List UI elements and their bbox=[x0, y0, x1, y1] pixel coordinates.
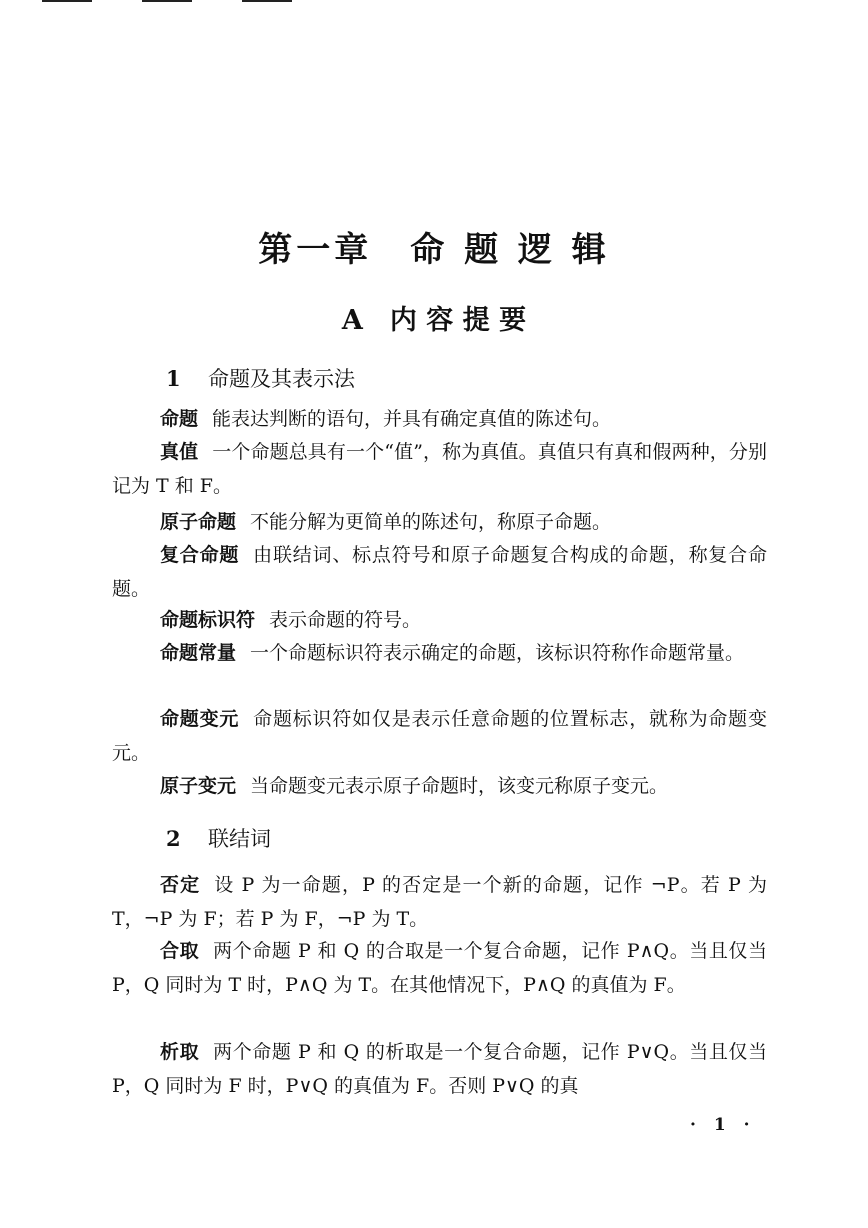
top-rule bbox=[142, 0, 192, 2]
definition-text: 当命题变元表示原子命题时，该变元称原子变元。 bbox=[250, 775, 669, 797]
definition-paragraph bbox=[112, 506, 767, 540]
section-title: A 内 容 提 要 bbox=[341, 305, 527, 336]
definition-term: 复合命题 bbox=[160, 544, 240, 566]
subsection-title: 联结词 bbox=[208, 827, 271, 851]
definition-paragraph bbox=[112, 703, 767, 770]
definition-paragraph bbox=[112, 935, 767, 1002]
definition-paragraph bbox=[112, 637, 767, 671]
definition-paragraph bbox=[112, 539, 767, 606]
definition-text: 由联结词、标点符号和原子命题复合构成的命题，称复合命题。 bbox=[112, 544, 767, 600]
definition-paragraph bbox=[112, 1036, 767, 1103]
definition-term: 命题常量 bbox=[160, 642, 237, 664]
definition-term: 合取 bbox=[160, 940, 200, 962]
definition-text: 一个命题标识符表示确定的命题，该标识符称作命题常量。 bbox=[250, 642, 745, 664]
subsection-number: 2 bbox=[166, 826, 181, 851]
page-number: · 1 · bbox=[690, 1115, 756, 1135]
subsection-title: 命题及其表示法 bbox=[208, 367, 355, 391]
definition-term: 命题标识符 bbox=[160, 609, 256, 631]
definition-text: 能表达判断的语句，并具有确定真值的陈述句。 bbox=[212, 408, 612, 430]
definition-text: 设 P 为一命题，P 的否定是一个新的命题，记作 ¬P。若 P 为 T，¬P 为 F；若 P 为 F，¬P 为 T。 bbox=[112, 874, 767, 930]
subsection-heading bbox=[166, 363, 355, 393]
definition-term: 原子命题 bbox=[160, 511, 237, 533]
top-rule bbox=[42, 0, 92, 2]
definition-term: 真值 bbox=[160, 441, 199, 463]
definition-term: 否定 bbox=[160, 874, 201, 896]
definition-term: 原子变元 bbox=[160, 775, 237, 797]
definition-paragraph bbox=[112, 403, 767, 437]
subsection-heading bbox=[166, 823, 271, 853]
definition-text: 两个命题 P 和 Q 的析取是一个复合命题，记作 P∨Q。当且仅当 P，Q 同时为 F 时，P∨Q 的真值为 F。否则 P∨Q 的真 bbox=[112, 1041, 767, 1097]
definition-term: 命题 bbox=[160, 408, 199, 430]
chapter-title: 第一章 命 题 逻 辑 bbox=[258, 230, 610, 270]
definition-paragraph bbox=[112, 770, 767, 804]
definition-paragraph bbox=[112, 604, 767, 638]
top-rule bbox=[242, 0, 292, 2]
subsection-number: 1 bbox=[166, 366, 181, 391]
definition-paragraph bbox=[112, 869, 767, 936]
definition-text: 命题标识符如仅是表示任意命题的位置标志，就称为命题变元。 bbox=[112, 708, 767, 764]
definition-paragraph bbox=[112, 436, 767, 503]
definition-term: 析取 bbox=[160, 1041, 200, 1063]
definition-text: 不能分解为更简单的陈述句，称原子命题。 bbox=[250, 511, 612, 533]
definition-text: 两个命题 P 和 Q 的合取是一个复合命题，记作 P∧Q。当且仅当 P，Q 同时为 T 时，P∧Q 为 T。在其他情况下，P∧Q 的真值为 F。 bbox=[112, 940, 767, 996]
definition-text: 表示命题的符号。 bbox=[269, 609, 422, 631]
definition-text: 一个命题总具有一个“值”，称为真值。真值只有真和假两种，分别记为 T 和 F。 bbox=[112, 441, 767, 497]
definition-term: 命题变元 bbox=[160, 708, 240, 730]
